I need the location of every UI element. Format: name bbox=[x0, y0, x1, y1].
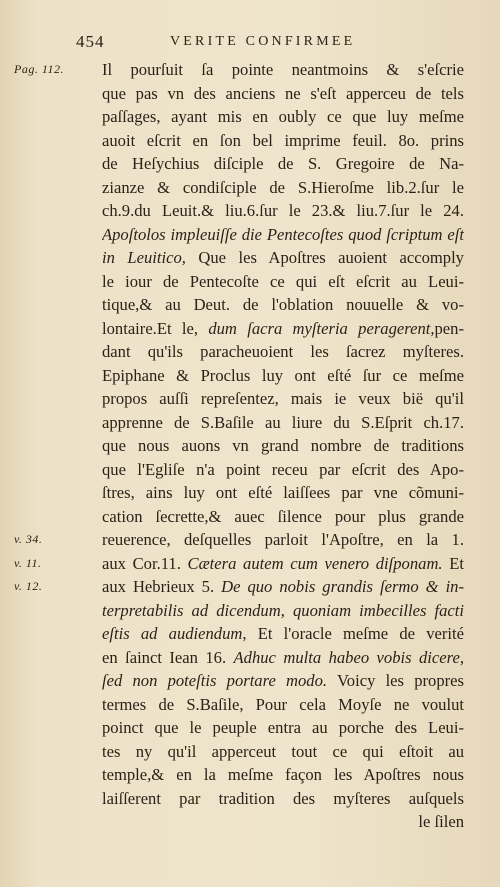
text-line bbox=[102, 481, 464, 505]
text-segment: , Et l'oracle meſme de verité bbox=[242, 624, 464, 643]
text-line bbox=[102, 434, 464, 458]
text-segment: auoit eſcrit en ſon bel imprime feuil. 8o. prins bbox=[102, 130, 464, 150]
text-line bbox=[102, 105, 464, 129]
italic-segment: terpretabilis ad dicendum bbox=[102, 600, 281, 620]
text-line bbox=[102, 176, 464, 200]
text-segment: reuerence, deſquelles parloit l'Apoſtre, en la 1. bbox=[102, 530, 464, 549]
text-line bbox=[102, 669, 464, 693]
text-line bbox=[102, 716, 464, 740]
text-segment: termes de S.Baſile, Pour cela Moyſe ne voulut bbox=[102, 694, 464, 714]
text-line bbox=[102, 58, 464, 82]
text-segment: ch.9.du Leuit.& liu.6.ſur le 23.& liu.7.ſur le 24. bbox=[102, 201, 464, 220]
text-segment: lontaire.Et le, bbox=[102, 318, 209, 338]
text-line bbox=[102, 810, 464, 834]
text-line bbox=[102, 129, 464, 153]
italic-segment: eſtis ad audiendum bbox=[102, 624, 243, 643]
text-segment: temple,& en la meſme façon les Apoſtres nous bbox=[102, 765, 464, 784]
running-title: VERITE CONFIRMEE bbox=[170, 34, 356, 49]
text-line bbox=[102, 246, 464, 270]
italic-segment: Adhuc multa habeo vobis dicere, bbox=[233, 647, 464, 667]
text-line bbox=[102, 505, 464, 529]
margin-note: v. 12. bbox=[14, 579, 43, 593]
margin-note: Pag. 112. bbox=[14, 62, 64, 76]
text-line bbox=[102, 693, 464, 717]
text-segment: le iour de Pentecoſte ce qui eſt eſcrit au Leui- bbox=[102, 271, 464, 291]
page-header bbox=[0, 32, 500, 54]
text-segment: Il pourſuit ſa pointe neantmoins & s'eſcrie bbox=[102, 60, 464, 79]
text-segment: aux Hebrieux 5. bbox=[102, 577, 222, 596]
italic-segment: Cætera autem cum venero diſponam. bbox=[187, 553, 443, 573]
italic-segment: quoniam imbecilles facti bbox=[292, 600, 464, 620]
text-line bbox=[102, 223, 464, 247]
text-segment: le ſilen bbox=[418, 812, 464, 831]
text-line bbox=[102, 528, 464, 552]
text-segment: ſtres, ains luy ont eſté laiſſees par vne cõmuni- bbox=[102, 483, 464, 502]
text-segment: zianze & condiſciple de S.Hieroſme lib.2.ſur le bbox=[102, 177, 464, 197]
text-segment: tique,& au Deut. de l'oblation nouuelle & vo- bbox=[102, 295, 464, 314]
text-line bbox=[102, 317, 464, 341]
margin-note: v. 11. bbox=[14, 555, 42, 570]
text-line bbox=[102, 387, 464, 411]
text-segment: paſſages, ayant mis en oubly ce que luy meſme bbox=[102, 107, 464, 126]
text-segment: dant qu'ils paracheuoient les ſacrez myſteres. bbox=[102, 342, 464, 361]
text-line bbox=[102, 82, 464, 106]
text-segment: que pas vn des anciens ne s'eſt apperceu de tels bbox=[102, 83, 464, 103]
text-line bbox=[102, 270, 464, 294]
margin-note: v. 34. bbox=[14, 532, 43, 546]
text-line bbox=[102, 552, 464, 576]
text-line bbox=[102, 740, 464, 764]
page-number: 454 bbox=[76, 32, 105, 51]
text-segment: , bbox=[280, 600, 293, 620]
text-line bbox=[102, 646, 464, 670]
text-line bbox=[102, 599, 464, 623]
text-segment: poinct que le peuple entra au porche des Leui- bbox=[102, 718, 464, 737]
italic-segment: dum ſacra myſteria peragerent, bbox=[208, 318, 435, 338]
text-line bbox=[102, 152, 464, 176]
text-line bbox=[102, 575, 464, 599]
text-segment: Voicy les propres bbox=[327, 671, 464, 690]
text-line bbox=[102, 411, 464, 435]
italic-segment: Apoſtolos impleuiſſe die Pentecoſtes quod ſcriptum eſt bbox=[102, 224, 464, 244]
italic-segment: De quo nobis grandis ſermo & in- bbox=[221, 577, 464, 596]
italic-segment: in Leuitico, bbox=[102, 248, 186, 267]
text-segment: propos auſſi repreſentez, mais ie veux bië qu'il bbox=[102, 389, 464, 408]
text-line bbox=[102, 458, 464, 482]
text-line bbox=[102, 364, 464, 388]
text-segment: en ſainct Iean 16. bbox=[102, 647, 234, 667]
text-line bbox=[102, 622, 464, 646]
text-segment: Epiphane & Proclus luy ont eſté ſur ce meſme bbox=[102, 365, 464, 385]
body-text bbox=[102, 58, 464, 834]
text-segment: Et bbox=[442, 553, 464, 573]
text-line bbox=[102, 763, 464, 787]
text-segment: pen- bbox=[434, 318, 464, 338]
text-line bbox=[102, 293, 464, 317]
text-segment: que nous auons vn grand nombre de traditions bbox=[102, 436, 464, 455]
text-line bbox=[102, 199, 464, 223]
text-segment: laiſſerent par tradition des myſteres auſquels bbox=[102, 788, 464, 808]
text-segment: tes ny qu'il apperceut tout ce qui eſtoit au bbox=[102, 741, 464, 761]
italic-segment: ſed non poteſtis portare modo. bbox=[102, 671, 328, 690]
text-segment: cation ſecrette,& auec ſilence pour plus grande bbox=[102, 506, 464, 526]
text-line bbox=[102, 787, 464, 811]
text-segment: de Heſychius diſciple de S. Gregoire de Na- bbox=[102, 154, 464, 173]
text-segment: que l'Egliſe n'a point receu par eſcrit des Apo- bbox=[102, 459, 464, 479]
text-segment: Que les Apoſtres auoient accomply bbox=[185, 248, 464, 267]
text-segment: apprenne de S.Baſile au liure du S.Eſprit ch.17. bbox=[102, 412, 464, 432]
text-segment: aux Cor.11. bbox=[102, 553, 188, 573]
text-line bbox=[102, 340, 464, 364]
